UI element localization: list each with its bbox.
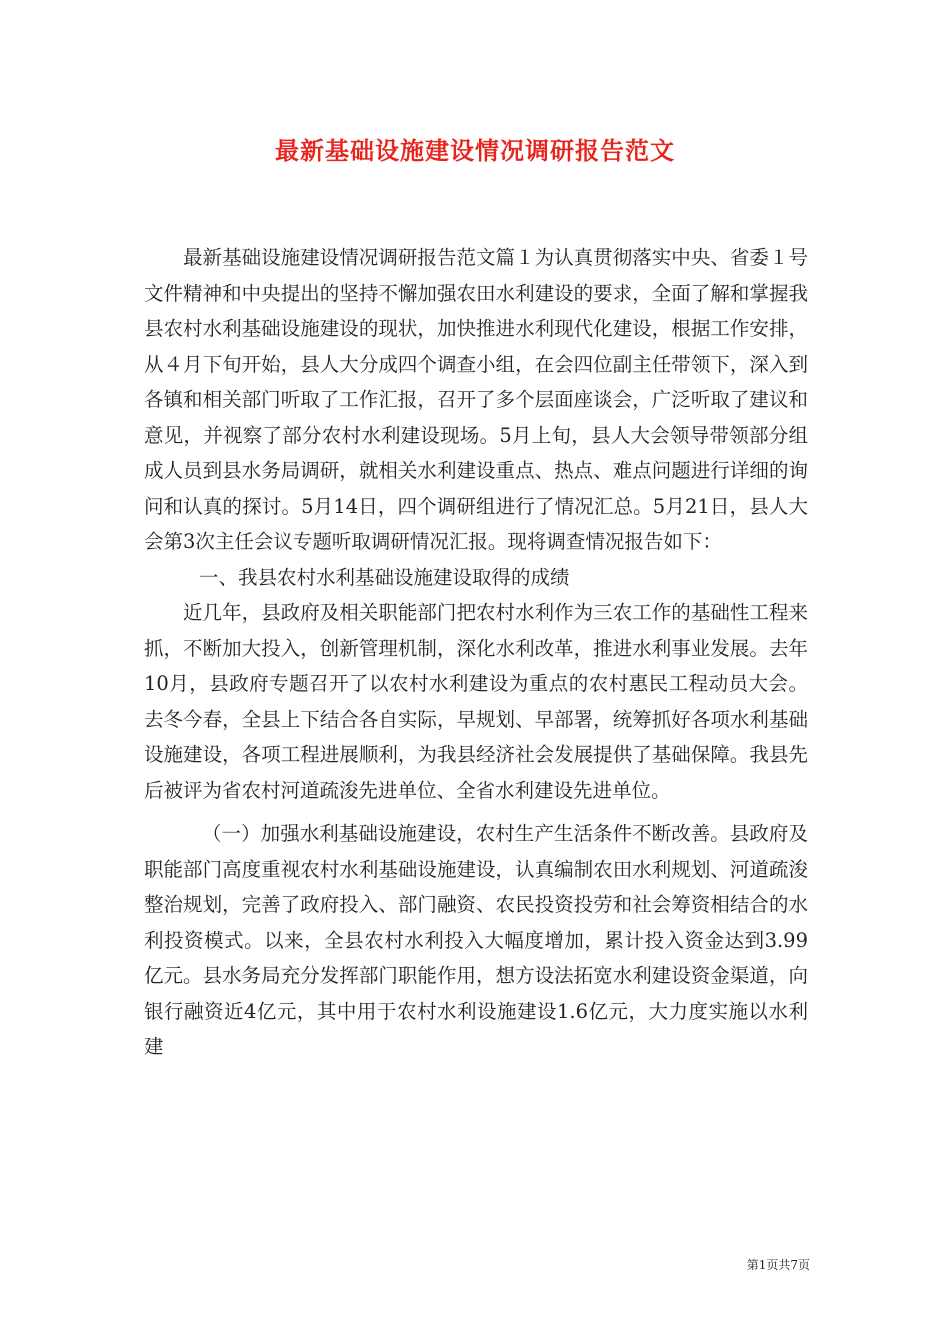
page-number: 第1页共7页 <box>746 1258 810 1272</box>
paragraph-intro: 最新基础设施建设情况调研报告范文篇１为认真贯彻落实中央、省委１号文件精神和中央提出的坚持不懈加强农田水利建设的要求，全面了解和掌握我县农村水利基础设施建设的现状，加快推进水利现代化建设，根据工作安排，从４月下旬开始，县人大分成四个调查小组，在会四位副主任带领下，深入到各镇和相关部门听取了工作汇报，召开了多个层面座谈会，广泛听取了建议和意见，并视察了部分农村水利建设现场。5月上旬，县人大会领导带领部分组成人员到县水务局调研，就相关水利建设重点、热点、难点问题进行详细的询问和认真的探讨。5月14日，四个调研组进行了情况汇总。5月21日，县人大会第3次主任会议专题听取调研情况汇报。现将调查情况报告如下： <box>144 246 808 553</box>
paragraph-subsection-1: （一）加强水利基础设施建设，农村生产生活条件不断改善。县政府及职能部门高度重视农村水利基础设施建设，认真编制农田水利规划、河道疏浚整治规划，完善了政府投入、部门融资、农民投资投劳和社会筹资相结合的水利投资模式。以来，全县农村水利投入大幅度增加，累计投入资金达到3.99亿元。县水务局充分发挥部门职能作用，想方设法拓宽水利建设资金渠道，向银行融资近4亿元，其中用于农村水利设施建设1.6亿元，大力度实施以水利建 <box>144 822 808 1058</box>
section-heading: 一、我县农村水利基础设施建设取得的成绩 <box>199 565 570 589</box>
document-title: 最新基础设施建设情况调研报告范文 <box>275 136 675 165</box>
document-body <box>144 240 808 1065</box>
paragraph-achievements: 近几年，县政府及相关职能部门把农村水利作为三农工作的基础性工程来抓，不断加大投入，创新管理机制，深化水利改革，推进水利事业发展。去年10月，县政府专题召开了以农村水利建设为重点的农村惠民工程动员大会。去冬今春，全县上下结合各自实际，早规划、早部署，统筹抓好各项水利基础设施建设，各项工程进展顺利，为我县经济社会发展提供了基础保障。我县先后被评为省农村河道疏浚先进单位、全省水利建设先进单位。 <box>144 601 808 802</box>
